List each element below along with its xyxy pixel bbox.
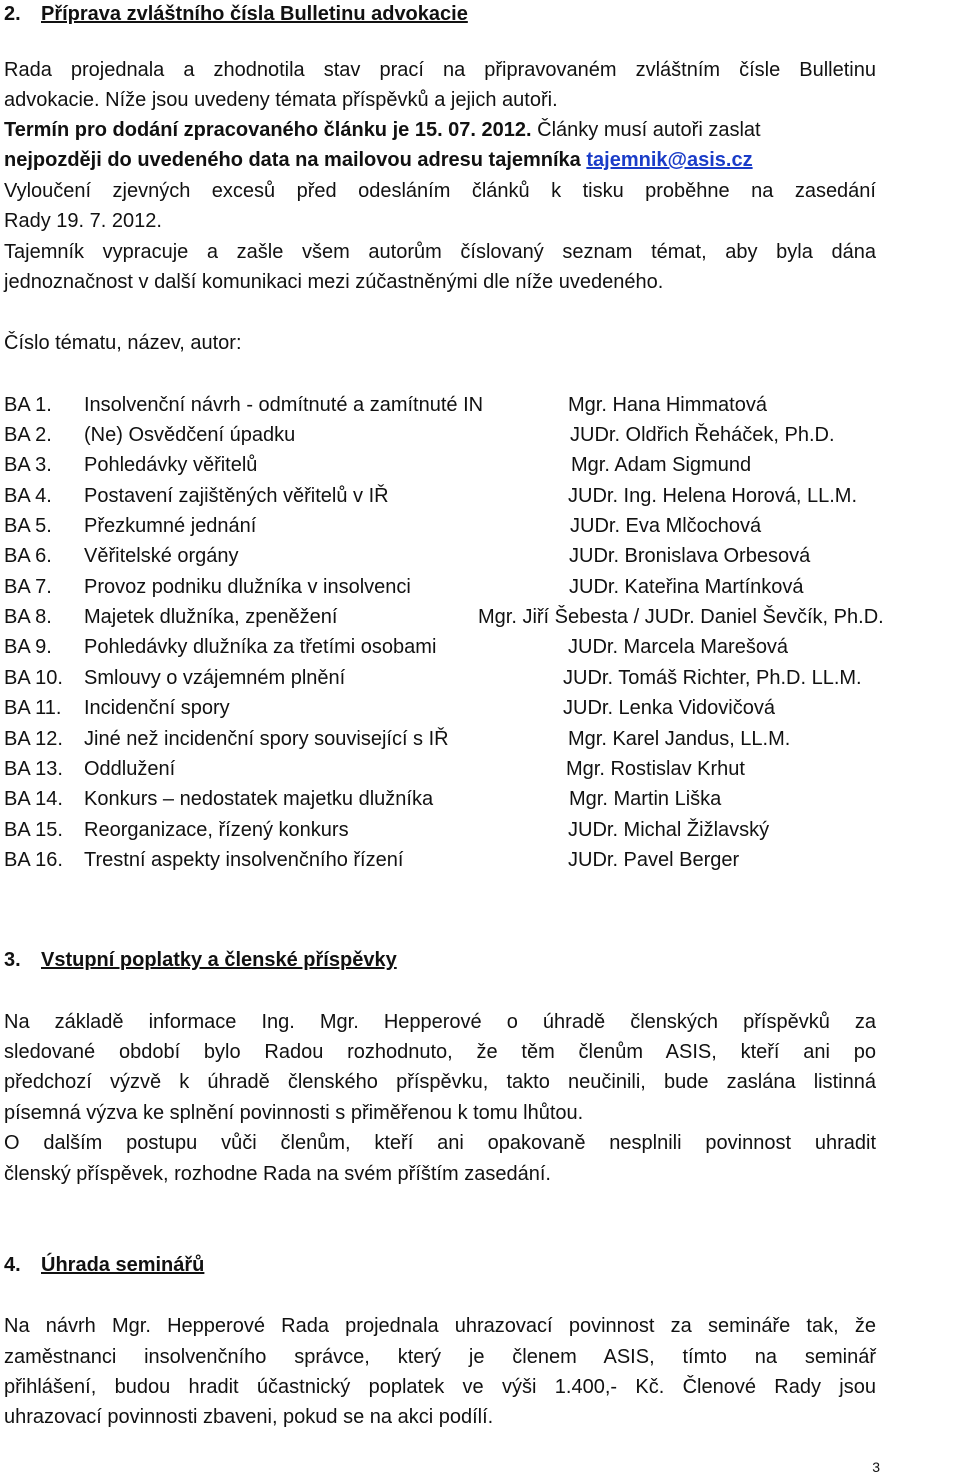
paragraph-line: Tajemník vypracuje a zašle všem autorům číslovaný seznam témat, aby byla dána bbox=[4, 241, 876, 263]
topic-name: Věřitelské orgány bbox=[84, 545, 239, 567]
topic-author: JUDr. Pavel Berger bbox=[568, 849, 740, 871]
section-2-number: 2. bbox=[4, 3, 21, 25]
topic-author: JUDr. Lenka Vidovičová bbox=[563, 697, 775, 719]
topic-author: JUDr. Eva Mlčochová bbox=[570, 515, 762, 537]
paragraph-line: sledované období bylo Radou rozhodnuto, že těm členům ASIS, kteří ani po bbox=[4, 1041, 876, 1063]
topic-author: JUDr. Ing. Helena Horová, LL.M. bbox=[568, 485, 858, 507]
topic-code: BA 14. bbox=[4, 788, 63, 810]
paragraph-line: přihlášení, budou hradit účastnický poplatek ve výši 1.400,- Kč. Členové Rady jsou bbox=[4, 1376, 876, 1398]
paragraph-line: členský příspěvek, rozhodne Rada na svém příštím zasedání. bbox=[4, 1163, 551, 1185]
topic-row bbox=[4, 603, 960, 631]
email-instruction: nejpozději do uvedeného data na mailovou adresu tajemníka bbox=[4, 149, 587, 171]
topic-code: BA 6. bbox=[4, 545, 52, 567]
topic-row bbox=[4, 755, 960, 783]
section-4-title: Úhrada seminářů bbox=[41, 1254, 205, 1276]
paragraph-line: Na návrh Mgr. Hepperové Rada projednala uhrazovací povinnost za semináře tak, že bbox=[4, 1315, 876, 1337]
topic-name: Trestní aspekty insolvenčního řízení bbox=[84, 849, 404, 871]
topic-code: BA 11. bbox=[4, 697, 62, 719]
paragraph-line: předchozí výzvě k úhradě členského příspěvku, takto neučinili, bude zaslána listinná bbox=[4, 1071, 876, 1093]
topic-row bbox=[4, 816, 960, 844]
topic-author: Mgr. Martin Liška bbox=[569, 788, 722, 810]
section-2-heading bbox=[4, 0, 468, 28]
topic-name: Incidenční spory bbox=[84, 697, 230, 719]
section-3-number: 3. bbox=[4, 949, 21, 971]
topic-row bbox=[4, 451, 960, 479]
paragraph-line: uhrazovací povinnosti zbaveni, pokud se na akci podílí. bbox=[4, 1406, 494, 1428]
topic-name: Oddlužení bbox=[84, 758, 176, 780]
paragraph-line: zaměstnanci insolvenčního správce, který je členem ASIS, tímto na seminář bbox=[4, 1346, 876, 1368]
section-4-number: 4. bbox=[4, 1254, 21, 1276]
topic-author: JUDr. Bronislava Orbesová bbox=[569, 545, 811, 567]
paragraph-line: Rady 19. 7. 2012. bbox=[4, 210, 162, 232]
topic-name: Přezkumné jednání bbox=[84, 515, 257, 537]
topic-row bbox=[4, 633, 960, 661]
topic-name: Insolvenční návrh - odmítnuté a zamítnuté IN bbox=[84, 394, 484, 416]
paragraph-line: jednoznačnost v další komunikaci mezi zúčastněnými dle níže uvedeného. bbox=[4, 271, 664, 293]
paragraph-line: Vyloučení zjevných excesů před odesláním článků k tisku proběhne na zasedání bbox=[4, 180, 876, 202]
topic-author: Mgr. Rostislav Krhut bbox=[566, 758, 745, 780]
topics-heading: Číslo tématu, název, autor: bbox=[4, 332, 242, 354]
topic-author: Mgr. Karel Jandus, LL.M. bbox=[568, 728, 791, 750]
topic-row bbox=[4, 694, 960, 722]
topic-code: BA 9. bbox=[4, 636, 52, 658]
topic-row bbox=[4, 573, 960, 601]
page-number: 3 bbox=[872, 1459, 880, 1475]
topic-author: Mgr. Jiří Šebesta / JUDr. Daniel Ševčík, Ph.D. bbox=[478, 606, 884, 628]
topic-row bbox=[4, 482, 960, 510]
paragraph-line: písemná výzva ke splnění povinnosti s přiměřenou k tomu lhůtou. bbox=[4, 1102, 584, 1124]
topic-author: Mgr. Hana Himmatová bbox=[568, 394, 767, 416]
topic-name: (Ne) Osvědčení úpadku bbox=[84, 424, 296, 446]
topic-code: BA 10. bbox=[4, 667, 63, 689]
section-3-heading bbox=[4, 946, 397, 974]
topic-name: Pohledávky věřitelů bbox=[84, 454, 258, 476]
topic-name: Majetek dlužníka, zpeněžení bbox=[84, 606, 338, 628]
paragraph-line: O dalším postupu vůči členům, kteří ani opakovaně nesplnili povinnost uhradit bbox=[4, 1132, 876, 1154]
topic-code: BA 2. bbox=[4, 424, 52, 446]
topic-author: JUDr. Kateřina Martínková bbox=[569, 576, 804, 598]
topic-author: JUDr. Marcela Marešová bbox=[568, 636, 789, 658]
email-line bbox=[4, 146, 753, 174]
topic-row bbox=[4, 664, 960, 692]
topic-author: JUDr. Tomáš Richter, Ph.D. LL.M. bbox=[563, 667, 862, 689]
section-4-heading bbox=[4, 1251, 204, 1279]
topic-row bbox=[4, 846, 960, 874]
topic-author: Mgr. Adam Sigmund bbox=[571, 454, 752, 476]
email-link[interactable]: tajemnik@asis.cz bbox=[586, 149, 753, 171]
deadline-rest: Články musí autoři zaslat bbox=[531, 119, 761, 141]
topic-row bbox=[4, 391, 960, 419]
topic-row bbox=[4, 512, 960, 540]
topic-code: BA 13. bbox=[4, 758, 63, 780]
paragraph-line: Na základě informace Ing. Mgr. Hepperové o úhradě členských příspěvků za bbox=[4, 1011, 876, 1033]
topic-code: BA 7. bbox=[4, 576, 52, 598]
topic-author: JUDr. Oldřich Řeháček, Ph.D. bbox=[570, 424, 835, 446]
topic-name: Jiné než incidenční spory související s IŘ bbox=[84, 728, 449, 750]
topic-row bbox=[4, 421, 960, 449]
topic-code: BA 12. bbox=[4, 728, 63, 750]
topic-name: Pohledávky dlužníka za třetími osobami bbox=[84, 636, 437, 658]
section-3-title: Vstupní poplatky a členské příspěvky bbox=[41, 949, 397, 971]
topic-code: BA 15. bbox=[4, 819, 63, 841]
deadline-text: Termín pro dodání zpracovaného článku je 15. 07. 2012. bbox=[4, 119, 532, 141]
topic-row bbox=[4, 725, 960, 753]
topic-row bbox=[4, 542, 960, 570]
topic-code: BA 16. bbox=[4, 849, 63, 871]
topic-code: BA 3. bbox=[4, 454, 52, 476]
topic-row bbox=[4, 785, 960, 813]
topic-author: JUDr. Michal Žižlavský bbox=[568, 819, 770, 841]
paragraph-line: advokacie. Níže jsou uvedeny témata příspěvků a jejich autoři. bbox=[4, 89, 558, 111]
topic-code: BA 8. bbox=[4, 606, 52, 628]
topic-name: Postavení zajištěných věřitelů v IŘ bbox=[84, 485, 389, 507]
topic-name: Smlouvy o vzájemném plnění bbox=[84, 667, 346, 689]
topic-code: BA 1. bbox=[4, 394, 52, 416]
section-2-title: Příprava zvláštního čísla Bulletinu advokacie bbox=[41, 3, 468, 25]
topic-name: Provoz podniku dlužníka v insolvenci bbox=[84, 576, 411, 598]
topic-code: BA 4. bbox=[4, 485, 52, 507]
topic-name: Konkurs – nedostatek majetku dlužníka bbox=[84, 788, 434, 810]
deadline-line bbox=[4, 116, 761, 144]
paragraph-line: Rada projednala a zhodnotila stav prací na připravovaném zvláštním čísle Bulletinu bbox=[4, 59, 876, 81]
topic-code: BA 5. bbox=[4, 515, 52, 537]
topic-name: Reorganizace, řízený konkurs bbox=[84, 819, 349, 841]
